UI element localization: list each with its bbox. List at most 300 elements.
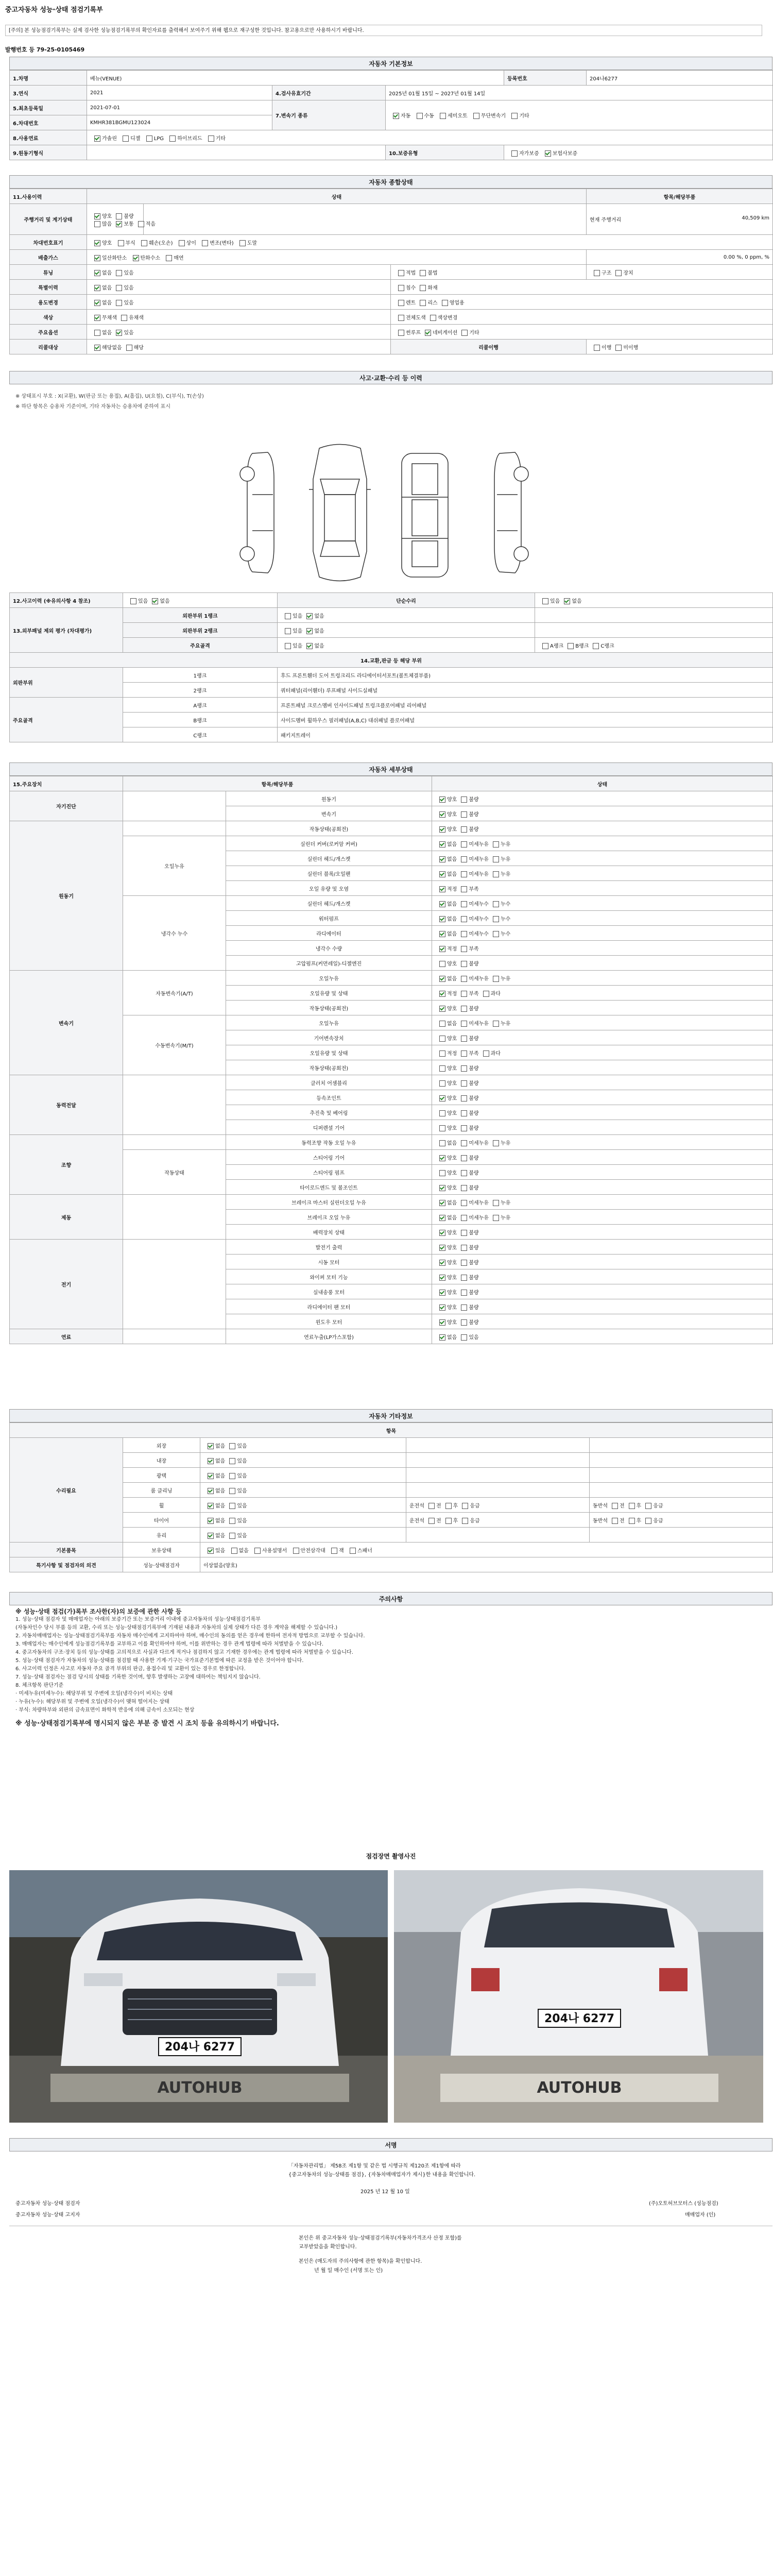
detail-state-cell	[432, 791, 773, 806]
trans-cvt-checkbox[interactable]	[473, 113, 479, 119]
q12-yes-checkbox[interactable]	[130, 598, 136, 604]
detail-state-cell	[432, 1105, 773, 1120]
detail-state-checkbox[interactable]	[439, 1319, 445, 1326]
sign-text-2: {중고자동차의 성능·상태를 점검}, {자동차매매업자가 제시}한 내용을 확인합니다.	[288, 2172, 476, 2178]
emission-values: 0.00 %, 0 ppm, %	[587, 250, 773, 265]
rank2-yes-checkbox[interactable]	[285, 628, 291, 634]
detail-state-checkbox[interactable]	[439, 1036, 445, 1042]
detail-state-checkbox[interactable]	[461, 1170, 467, 1176]
detail-state-checkbox[interactable]	[461, 976, 467, 982]
detail-state-checkbox[interactable]	[461, 1230, 467, 1236]
detail-state-cell	[432, 1240, 773, 1255]
other-option-label: 있음	[237, 1458, 247, 1464]
q12b-yes-checkbox[interactable]	[542, 598, 548, 604]
detail-state-option: 없음	[447, 1140, 457, 1146]
detail-state-checkbox[interactable]	[461, 1036, 467, 1042]
detail-state-checkbox[interactable]	[439, 1006, 445, 1012]
detail-state-cell	[432, 1045, 773, 1060]
other-checkbox[interactable]	[208, 1443, 214, 1449]
other-extra-checkbox[interactable]	[445, 1503, 452, 1509]
detail-item-label: 오일누유	[226, 971, 432, 986]
notes-line: 3. 매매업자는 매수인에게 성능점검기록부를 교부하고 이를 확인하여야 하며, 이를 위반하는 경우 관계 법령에 따라 처벌받을 수 있습니다.	[15, 1641, 324, 1647]
rank-b-items: 사이드멤버 휠하우스 필러패널(A,B,C) 대쉬패널 플로어패널	[278, 713, 773, 727]
other-extra-label: 운전석	[409, 1518, 424, 1524]
other-checkbox[interactable]	[208, 1533, 214, 1539]
vin-state-options: 양호 부식 훼손(오손) 상이 변조(변타) 도말	[87, 235, 773, 250]
mileage-bad-checkbox[interactable]	[116, 213, 122, 219]
basic-items-yes-checkbox[interactable]	[208, 1548, 214, 1554]
sign-date: 2025 년 12 월 10 일	[360, 2189, 410, 2195]
detail-state-option: 양호	[447, 1036, 457, 1042]
notes-heading-2: ※ 성능·상태점검기록부에 명시되지 않은 부분 중 발견 시 조치 등을 유의하시기 바랍니다.	[15, 1720, 279, 1727]
trans-semi-checkbox[interactable]	[440, 113, 446, 119]
detail-state-checkbox[interactable]	[461, 1185, 467, 1191]
detail-state-option: 불량	[469, 1275, 479, 1281]
rank2-label: 외판부위 2랭크	[123, 623, 278, 638]
fuel-gasoline-checkbox[interactable]	[94, 135, 100, 142]
detail-item-label: 시동 모터	[226, 1255, 432, 1269]
other-extra-checkbox[interactable]	[612, 1518, 618, 1524]
other-checkbox[interactable]	[208, 1518, 214, 1524]
detail-state-option: 불량	[469, 1065, 479, 1072]
detail-state-option: 미세누유	[469, 1021, 489, 1027]
detail-state-checkbox[interactable]	[461, 991, 467, 997]
detail-state-checkbox[interactable]	[461, 1095, 467, 1101]
other-extra-option: 전	[436, 1503, 441, 1509]
detail-state-checkbox[interactable]	[493, 901, 499, 907]
detail-row	[10, 791, 773, 806]
color-chromatic-checkbox[interactable]	[121, 315, 127, 321]
section-accident: 사고·교환·수리 등 이력	[9, 371, 772, 384]
other-extra-cell	[406, 1513, 590, 1528]
detail-state-checkbox[interactable]	[461, 961, 467, 967]
notes-line: · 부식: 차량하부와 외판의 금속표면이 화학적 반응에 의해 금속이 소모되는 현상	[15, 1707, 195, 1713]
general-head-item: 항목/해당부품	[587, 189, 773, 204]
vin-state-altered-checkbox[interactable]	[202, 240, 208, 246]
use-change-label: 용도변경	[10, 295, 87, 310]
frame-c-checkbox[interactable]	[593, 643, 599, 649]
detail-state-checkbox[interactable]	[439, 916, 445, 922]
special-fire-checkbox[interactable]	[420, 285, 426, 291]
option-none-checkbox[interactable]	[94, 330, 100, 336]
use-rent-checkbox[interactable]	[398, 300, 404, 306]
front-plate-text: 204나 6277	[164, 2041, 235, 2054]
vin-state-diff-checkbox[interactable]	[179, 240, 185, 246]
use-business-checkbox[interactable]	[442, 300, 448, 306]
detail-state-checkbox[interactable]	[461, 1065, 467, 1072]
other-item-label: 외장	[123, 1438, 200, 1453]
detail-state-checkbox[interactable]	[461, 1290, 467, 1296]
first-reg-value: 2021-07-01	[87, 100, 272, 115]
fuel-other-checkbox[interactable]	[208, 135, 214, 142]
detail-state-checkbox[interactable]	[493, 916, 499, 922]
detail-state-checkbox[interactable]	[461, 1304, 467, 1311]
detail-state-checkbox[interactable]	[439, 1140, 445, 1146]
detail-state-checkbox[interactable]	[439, 811, 445, 818]
detail-state-checkbox[interactable]	[461, 796, 467, 803]
recall-label: 리콜대상	[10, 340, 87, 354]
detail-state-checkbox[interactable]	[461, 1260, 467, 1266]
detail-state-checkbox[interactable]	[493, 871, 499, 877]
other-checkbox[interactable]	[208, 1473, 214, 1479]
detail-state-checkbox[interactable]	[461, 826, 467, 833]
q12-no-checkbox[interactable]	[152, 598, 158, 604]
emission-co-checkbox[interactable]	[94, 255, 100, 261]
detail-state-checkbox[interactable]	[461, 916, 467, 922]
vin-state-rust-checkbox[interactable]	[118, 240, 124, 246]
detail-state-checkbox[interactable]	[439, 856, 445, 862]
detail-state-checkbox[interactable]	[461, 1050, 467, 1057]
other-row	[10, 1483, 773, 1498]
other-row	[10, 1468, 773, 1483]
dealer-label: 중고자동차 성능·상태 고지자	[15, 2212, 80, 2218]
frame-yes-checkbox[interactable]	[285, 643, 291, 649]
detail-state-checkbox[interactable]	[439, 886, 445, 892]
frame-b-checkbox[interactable]	[568, 643, 574, 649]
other-rows	[10, 1438, 773, 1543]
detail-state-option: 불량	[469, 1319, 479, 1326]
use-yes-checkbox[interactable]	[116, 300, 122, 306]
detail-state-option: 양호	[447, 1155, 457, 1161]
other-extra-option: 응급	[653, 1503, 663, 1509]
other-item-label: 타이어	[123, 1513, 200, 1528]
document-title: 중고자동차 성능·상태 점검기록부	[5, 6, 103, 14]
other-checkbox[interactable]	[208, 1458, 214, 1464]
recall-done-checkbox[interactable]	[594, 345, 600, 351]
detail-state-checkbox[interactable]	[439, 1065, 445, 1072]
frame-no-checkbox[interactable]	[306, 643, 313, 649]
detail-state-checkbox[interactable]	[439, 871, 445, 877]
detail-state-checkbox[interactable]	[461, 1215, 467, 1221]
other-extra-checkbox[interactable]	[629, 1518, 635, 1524]
detail-state-option: 적정	[447, 946, 457, 952]
detail-state-option: 양호	[447, 1006, 457, 1012]
detail-state-option: 없음	[447, 931, 457, 937]
tuning-illegal-checkbox[interactable]	[420, 270, 426, 276]
other-extra-checkbox[interactable]	[428, 1503, 435, 1509]
detail-state-checkbox[interactable]	[461, 1125, 467, 1131]
detail-state-checkbox[interactable]	[461, 1200, 467, 1206]
use-none-checkbox[interactable]	[94, 300, 100, 306]
detail-state-checkbox[interactable]	[461, 1334, 467, 1341]
detail-state-checkbox[interactable]	[439, 1230, 445, 1236]
detail-state-checkbox[interactable]	[439, 1110, 445, 1116]
detail-state-cell	[432, 941, 773, 956]
other-extra-checkbox[interactable]	[612, 1503, 618, 1509]
detail-head-item: 항목/해당부품	[123, 776, 432, 791]
detail-state-option: 누수	[500, 901, 511, 907]
detail-state-checkbox[interactable]	[461, 1140, 467, 1146]
detail-state-checkbox[interactable]	[439, 1275, 445, 1281]
other-extra-cell	[590, 1453, 773, 1468]
emission-hc-checkbox[interactable]	[133, 255, 139, 261]
option-etc-checkbox[interactable]	[461, 330, 468, 336]
detail-state-option: 과다	[490, 991, 501, 997]
detail-state-checkbox[interactable]	[439, 991, 445, 997]
detail-state-checkbox[interactable]	[439, 1290, 445, 1296]
special-flood-checkbox[interactable]	[398, 285, 404, 291]
detail-state-checkbox[interactable]	[461, 1275, 467, 1281]
other-checkbox[interactable]	[208, 1488, 214, 1494]
detail-state-checkbox[interactable]	[439, 1080, 445, 1087]
detail-state-cell	[432, 896, 773, 911]
detail-state-cell	[432, 1075, 773, 1090]
detail-state-checkbox[interactable]	[493, 1140, 499, 1146]
detail-state-checkbox[interactable]	[439, 826, 445, 833]
detail-group-label: 변속기	[10, 971, 123, 1075]
other-checkbox[interactable]	[229, 1518, 235, 1524]
detail-state-checkbox[interactable]	[461, 1080, 467, 1087]
other-extra-option: 전	[619, 1503, 625, 1509]
q12b-no-checkbox[interactable]	[564, 598, 570, 604]
option-navi-checkbox[interactable]	[425, 330, 431, 336]
frame-label: 주요골격	[123, 638, 278, 653]
detail-state-checkbox[interactable]	[439, 1260, 445, 1266]
mileage-number: 40,509 km	[742, 215, 770, 221]
detail-state-option: 부족	[469, 886, 479, 892]
mileage-options: 양호 불량 많음 보통 적음	[87, 204, 144, 235]
detail-state-checkbox[interactable]	[483, 991, 489, 997]
recall-target-checkbox[interactable]	[126, 345, 132, 351]
detail-state-checkbox[interactable]	[493, 931, 499, 937]
detail-state-checkbox[interactable]	[439, 1304, 445, 1311]
other-option-label: 있음	[237, 1473, 247, 1479]
vin-label: 6.차대번호	[10, 115, 87, 130]
detail-state-checkbox[interactable]	[493, 1200, 499, 1206]
other-item-label: 휠	[123, 1498, 200, 1513]
rank-2-items: 쿼터패널(리어휀더) 루프패널 사이드실패널	[278, 683, 773, 698]
other-extra-checkbox[interactable]	[645, 1503, 651, 1509]
detail-state-checkbox[interactable]	[461, 1245, 467, 1251]
basic-items-jack-checkbox[interactable]	[331, 1548, 337, 1554]
frame-a-checkbox[interactable]	[542, 643, 548, 649]
notes-body	[15, 1607, 757, 1728]
option-yes-checkbox[interactable]	[116, 330, 122, 336]
detail-state-checkbox[interactable]	[439, 946, 445, 952]
detail-state-checkbox[interactable]	[439, 796, 445, 803]
tuning-device-checkbox[interactable]	[615, 270, 622, 276]
basic-items-triangle-checkbox[interactable]	[293, 1548, 299, 1554]
notice-banner: [주의] 본 성능점검기록부는 실제 검사한 성능점검기록부의 확인자료를 출력해서 보여주기 위해 웹으로 재구성한 것입니다. 참고용으로만 사용하시기 바랍니다.	[5, 25, 762, 36]
option-sunroof-checkbox[interactable]	[398, 330, 404, 336]
other-extra-cell	[406, 1498, 590, 1513]
detail-state-checkbox[interactable]	[461, 946, 467, 952]
detail-state-checkbox[interactable]	[493, 856, 499, 862]
mileage-few-checkbox[interactable]	[138, 221, 144, 227]
rank1-no-checkbox[interactable]	[306, 613, 313, 619]
detail-state-checkbox[interactable]	[439, 1095, 445, 1101]
detail-state-checkbox[interactable]	[439, 1050, 445, 1057]
detail-state-checkbox[interactable]	[461, 886, 467, 892]
tuning-yes-checkbox[interactable]	[116, 270, 122, 276]
rank-a-cell: A랭크	[123, 698, 278, 713]
detail-state-option: 누유	[500, 1021, 511, 1027]
mileage-good-checkbox[interactable]	[94, 213, 100, 219]
trans-manual-checkbox[interactable]	[417, 113, 423, 119]
valid-value: 2025년 01월 15일 ~ 2027년 01월 14일	[386, 86, 773, 100]
detail-state-option: 양호	[447, 811, 457, 818]
other-option-label: 없음	[215, 1518, 226, 1524]
emission-options: 일산화탄소 탄화수소 매연	[87, 250, 587, 265]
detail-state-option: 양호	[447, 1065, 457, 1072]
detail-state-cell	[432, 1299, 773, 1314]
detail-table	[9, 776, 773, 1344]
detail-state-checkbox[interactable]	[439, 1245, 445, 1251]
detail-state-option: 없음	[447, 871, 457, 877]
detail-state-cell	[432, 1090, 773, 1105]
color-full-paint-checkbox[interactable]	[398, 315, 404, 321]
detail-state-checkbox[interactable]	[439, 1334, 445, 1341]
detail-state-checkbox[interactable]	[461, 901, 467, 907]
other-extra-checkbox[interactable]	[462, 1503, 468, 1509]
warranty-label: 10.보증유형	[386, 145, 504, 160]
detail-item-label: 오일유량 및 상태	[226, 1045, 432, 1060]
detail-sub-label: 자동변속기(A/T)	[123, 971, 226, 1015]
fuel-lpg-checkbox[interactable]	[146, 135, 152, 142]
fuel-hybrid-checkbox[interactable]	[169, 135, 176, 142]
detail-state-checkbox[interactable]	[439, 961, 445, 967]
detail-row	[10, 896, 773, 911]
tuning-structure-checkbox[interactable]	[594, 270, 600, 276]
detail-state-checkbox[interactable]	[461, 1319, 467, 1326]
other-extra-cell	[590, 1438, 773, 1453]
detail-state-checkbox[interactable]	[461, 1006, 467, 1012]
detail-state-checkbox[interactable]	[461, 931, 467, 937]
detail-state-option: 양호	[447, 1080, 457, 1087]
detail-state-checkbox[interactable]	[461, 1110, 467, 1116]
detail-state-checkbox[interactable]	[461, 856, 467, 862]
rank2-no-checkbox[interactable]	[306, 628, 313, 634]
warranty-insurance-checkbox[interactable]	[545, 150, 551, 157]
basic-items-manual-checkbox[interactable]	[254, 1548, 261, 1554]
other-checkbox[interactable]	[229, 1473, 235, 1479]
detail-state-cell	[432, 1225, 773, 1240]
other-checkbox[interactable]	[229, 1443, 235, 1449]
other-extra-checkbox[interactable]	[462, 1518, 468, 1524]
detail-state-checkbox[interactable]	[439, 1200, 445, 1206]
other-extra-cell	[406, 1483, 590, 1498]
detail-state-checkbox[interactable]	[439, 1215, 445, 1221]
basic-items-label: 기본품목	[10, 1543, 123, 1557]
fuel-diesel-checkbox[interactable]	[123, 135, 129, 142]
detail-state-checkbox[interactable]	[439, 931, 445, 937]
detail-state-checkbox[interactable]	[493, 976, 499, 982]
other-checkbox[interactable]	[208, 1503, 214, 1509]
rank-b-cell: B랭크	[123, 713, 278, 727]
other-table: 항목 수리필요 외장 없음 있음 내장 없음 있음 광택 없음 있음 룸 클리닝 없음 있음 휠 없음 있음 운전석 전 후 응급 동반석 전 후 응급 타이어 없음 있음 운전석 전 후 응급 동반석 전 후 응급 유리 없음 있음 기본품목 보유상태 있음 없음 사용설명서 안전삼각대 잭 스패너 특기사항 및 점검자의 의견 성능·상태점검자 이상없음(양호)	[9, 1422, 773, 1572]
detail-state-checkbox[interactable]	[483, 1050, 489, 1057]
mileage-many-checkbox[interactable]	[94, 221, 100, 227]
rank1-yes-checkbox[interactable]	[285, 613, 291, 619]
detail-state-checkbox[interactable]	[461, 811, 467, 818]
basic-items-spanner-checkbox[interactable]	[350, 1548, 356, 1554]
other-item-label: 광택	[123, 1468, 200, 1483]
detail-group-label: 동력전달	[10, 1075, 123, 1135]
valid-label: 4.검사유효기간	[272, 86, 386, 100]
detail-state-checkbox[interactable]	[439, 1170, 445, 1176]
vin-state-good-checkbox[interactable]	[94, 240, 100, 246]
detail-state-option: 양호	[447, 1110, 457, 1116]
detail-item-label: 클러치 어셈블리	[226, 1075, 432, 1090]
rear-brand-text: AUTOHUB	[537, 2079, 622, 2097]
other-extra-checkbox[interactable]	[445, 1518, 452, 1524]
detail-state-checkbox[interactable]	[439, 1185, 445, 1191]
other-extra-checkbox[interactable]	[645, 1518, 651, 1524]
detail-state-checkbox[interactable]	[439, 841, 445, 848]
detail-state-checkbox[interactable]	[439, 901, 445, 907]
detail-state-checkbox[interactable]	[439, 976, 445, 982]
other-extra-checkbox[interactable]	[428, 1518, 435, 1524]
other-extra-checkbox[interactable]	[629, 1503, 635, 1509]
detail-state-cell	[432, 1060, 773, 1075]
vin-state-painted-checkbox[interactable]	[239, 240, 246, 246]
option-label: 주요옵션	[10, 325, 87, 340]
detail-state-option: 양호	[447, 1260, 457, 1266]
special-yes-checkbox[interactable]	[116, 285, 122, 291]
detail-item-label: 변속기	[226, 806, 432, 821]
other-checkbox[interactable]	[229, 1458, 235, 1464]
year-label: 3.연식	[10, 86, 87, 100]
detail-state-checkbox[interactable]	[461, 1155, 467, 1161]
car-top-view-icon	[309, 445, 371, 581]
emission-smoke-checkbox[interactable]	[166, 255, 172, 261]
detail-state-checkbox[interactable]	[461, 1021, 467, 1027]
other-checkbox[interactable]	[229, 1488, 235, 1494]
detail-sub-label: 작동상태	[123, 1150, 226, 1195]
recall-na-checkbox[interactable]	[94, 345, 100, 351]
basic-items-sub: 보유상태	[123, 1543, 200, 1557]
q13-label: 13.외부패널 제외 평가 (차대평가)	[10, 608, 123, 653]
detail-state-checkbox[interactable]	[439, 1021, 445, 1027]
detail-group-label: 제동	[10, 1195, 123, 1240]
detail-state-checkbox[interactable]	[493, 1215, 499, 1221]
detail-state-option: 부족	[469, 991, 479, 997]
detail-state-checkbox[interactable]	[493, 1021, 499, 1027]
detail-state-checkbox[interactable]	[461, 871, 467, 877]
trans-auto-checkbox[interactable]	[393, 113, 399, 119]
basic-items-no-checkbox[interactable]	[231, 1548, 237, 1554]
other-checkbox[interactable]	[229, 1533, 235, 1539]
vin-state-damage-checkbox[interactable]	[141, 240, 147, 246]
detail-item-label: 스티어링 펌프	[226, 1165, 432, 1180]
detail-state-checkbox[interactable]	[461, 841, 467, 848]
detail-state-option: 누유	[500, 1200, 511, 1206]
other-option-label: 있음	[237, 1533, 247, 1539]
detail-state-option: 불량	[469, 796, 479, 803]
other-group-label: 수리필요	[10, 1438, 123, 1543]
detail-state-checkbox[interactable]	[439, 1155, 445, 1161]
mileage-normal-checkbox[interactable]	[116, 221, 122, 227]
section-other: 자동차 기타정보	[9, 1409, 772, 1422]
detail-state-option: 양호	[447, 1125, 457, 1131]
use-lease-checkbox[interactable]	[420, 300, 426, 306]
recall-notdone-checkbox[interactable]	[615, 345, 622, 351]
detail-state-checkbox[interactable]	[439, 1125, 445, 1131]
other-checkbox[interactable]	[229, 1503, 235, 1509]
tuning-none-checkbox[interactable]	[94, 270, 100, 276]
detail-state-cell	[432, 926, 773, 941]
detail-state-checkbox[interactable]	[493, 841, 499, 848]
opinion-sub: 성능·상태점검자	[123, 1557, 200, 1572]
tuning-legal-checkbox[interactable]	[398, 270, 404, 276]
buyer-text-2: 교부받았음을 확인합니다.	[299, 2244, 357, 2250]
trans-other-checkbox[interactable]	[511, 113, 518, 119]
warranty-self-checkbox[interactable]	[511, 150, 518, 157]
detail-group-label: 전기	[10, 1240, 123, 1329]
special-none-checkbox[interactable]	[94, 285, 100, 291]
color-change-checkbox[interactable]	[430, 315, 436, 321]
color-achromatic-checkbox[interactable]	[94, 315, 100, 321]
